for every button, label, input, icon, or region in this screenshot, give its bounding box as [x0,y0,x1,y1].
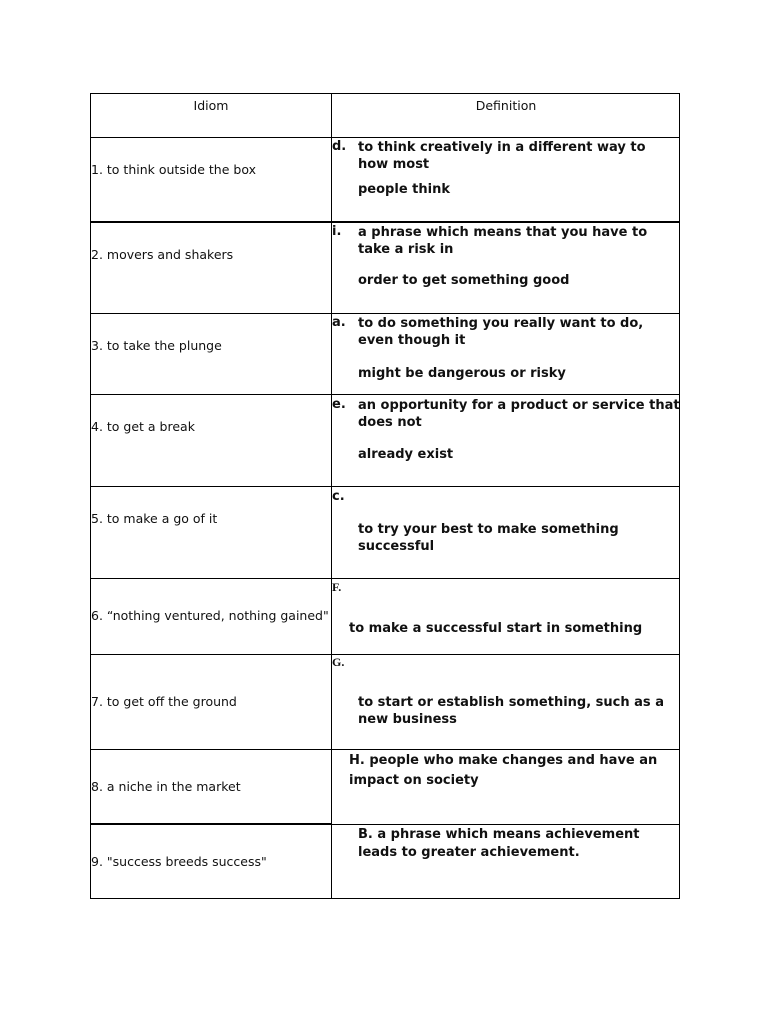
idiom-definition-table [90,93,680,899]
row-divider [91,313,680,314]
definition-text: to try your best to make something successful [358,522,619,554]
definition-letter: d. [332,139,347,154]
definition-text: already exist [358,447,454,462]
idiom-cell: 2. movers and shakers [91,247,234,262]
definition-text: a phrase which means that you have to take a risk in [358,225,648,257]
header-definition: Definition [475,98,537,113]
definition-text: might be dangerous or risky [358,366,566,381]
idiom-cell: 3. to take the plunge [91,338,222,353]
definition-text: to do something you really want to do, even though it [358,316,644,348]
idiom-cell: 9. "success breeds success" [91,854,267,869]
row-divider [91,137,680,138]
definition-text: to think creatively in a different way to how most [358,140,646,172]
row-divider [91,654,680,655]
definition-letter: F. [332,580,342,594]
idiom-cell: 8. a niche in the market [91,779,241,794]
definition-text: an opportunity for a product or service that does not [358,398,680,430]
idiom-cell: 1. to think outside the box [91,162,256,177]
definition-text: H. people who make changes and have an impact on society [349,753,658,788]
row-divider [331,824,680,825]
row-divider [91,578,680,579]
table-bottom-border [91,898,680,899]
idiom-cell: 6. “nothing ventured, nothing gained" [91,608,329,623]
definition-text: order to get something good [358,273,570,288]
definition-letter: G. [332,655,345,669]
idiom-cell: 5. to make a go of it [91,511,218,526]
header-idiom: Idiom [193,98,229,113]
idiom-cell: 7. to get off the ground [91,694,237,709]
definition-letter: c. [332,489,345,504]
row-divider [91,823,331,825]
definition-text: B. a phrase which means achievement leads to greater achievement. [358,827,640,860]
definition-text: people think [358,182,450,197]
definition-letter: i. [332,224,342,239]
definition-text: to start or establish something, such as a new business [358,695,664,727]
row-divider [91,486,680,487]
row-divider [91,749,680,750]
row-divider [91,221,680,223]
definition-letter: a. [332,315,346,330]
idiom-cell: 4. to get a break [91,419,195,434]
definition-letter: e. [332,397,346,412]
definition-text: to make a successful start in something [349,621,643,636]
row-divider [91,394,680,395]
